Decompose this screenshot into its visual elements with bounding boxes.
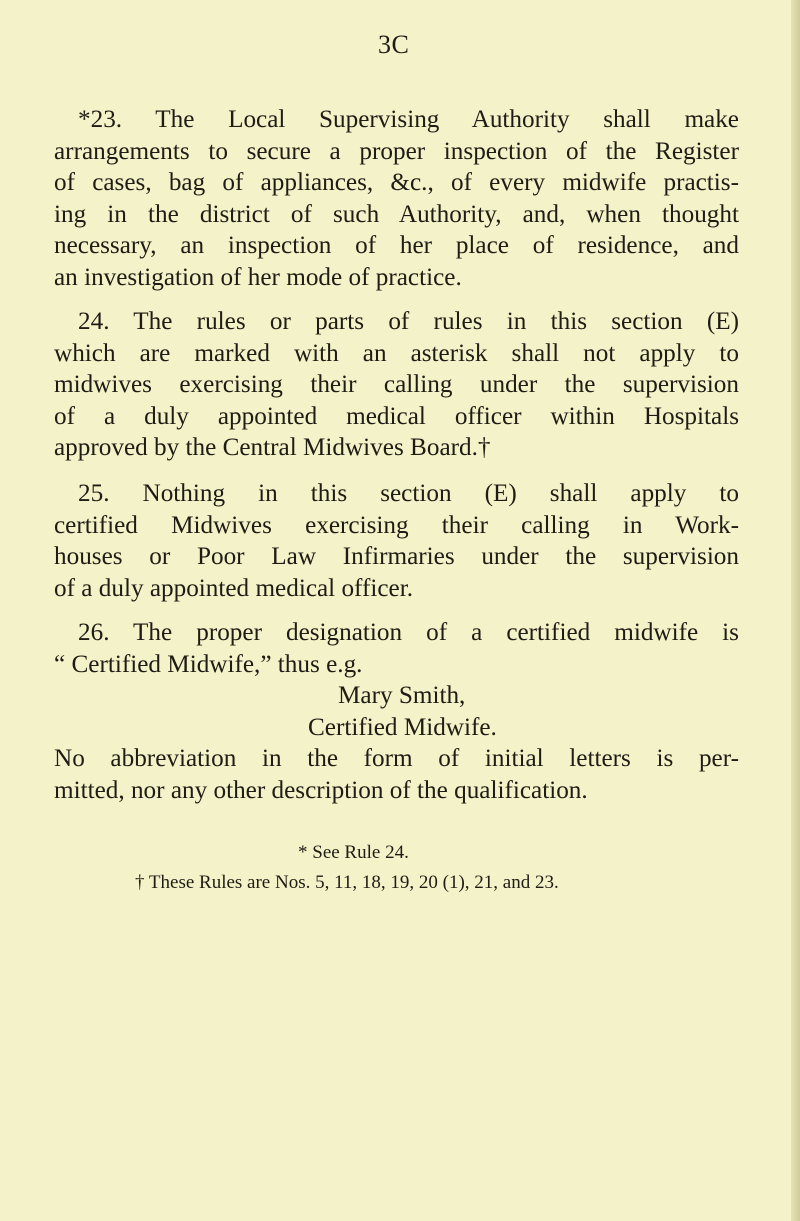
rule-26-paragraph <box>54 617 739 806</box>
rule-25-line: houses or Poor Law Infirmaries under the supervision <box>54 543 739 570</box>
rule-23-line: arrangements to secure a proper inspection of the Register <box>54 137 739 165</box>
rule-24-paragraph <box>54 306 739 464</box>
rule-25-paragraph <box>54 478 739 604</box>
footnotes <box>54 838 739 898</box>
rule-23-line: ing in the district of such Authority, and, when thought <box>54 200 739 228</box>
rule-26-line: “ Certified Midwife,” thus e.g. <box>54 650 363 678</box>
rule-24-line: midwives exercising their calling under the supervision <box>54 371 739 398</box>
example-name: Mary Smith, <box>338 682 466 709</box>
example-title: Certified Midwife. <box>308 713 497 741</box>
rule-23-paragraph <box>54 104 739 293</box>
rule-23-line: necessary, an inspection of her place of residence, and <box>54 232 739 259</box>
footnote-asterisk: * See Rule 24. <box>298 842 409 863</box>
page-number: 3C <box>378 30 410 59</box>
rule-23-line: *23. The Local Supervising Authority shall make <box>78 106 739 133</box>
page-edge-shadow <box>791 0 800 1221</box>
rule-23-line: an investigation of her mode of practice. <box>54 263 462 291</box>
rule-25-line: 25. Nothing in this section (E) shall apply to <box>78 480 739 507</box>
rule-26-closing-line: No abbreviation in the form of initial letters is per- <box>54 745 739 772</box>
rule-24-line: which are marked with an asterisk shall not apply to <box>54 339 739 367</box>
rule-26-line: 26. The proper designation of a certified midwife is <box>78 619 739 646</box>
rule-25-line: of a duly appointed medical officer. <box>54 574 414 602</box>
rule-24-line: of a duly appointed medical officer within Hospitals <box>54 402 739 430</box>
footnote-dagger: † These Rules are Nos. 5, 11, 18, 19, 20 (1), 21, and 23. <box>135 872 559 893</box>
rule-24-line: 24. The rules or parts of rules in this section (E) <box>78 308 739 335</box>
rule-25-line: certified Midwives exercising their calling in Work- <box>54 511 739 539</box>
rule-26-closing-line: mitted, nor any other description of the qualification. <box>54 776 588 804</box>
rule-23-line: of cases, bag of appliances, &c., of every midwife practis- <box>54 169 739 196</box>
rule-24-line: approved by the Central Midwives Board.† <box>54 434 491 461</box>
